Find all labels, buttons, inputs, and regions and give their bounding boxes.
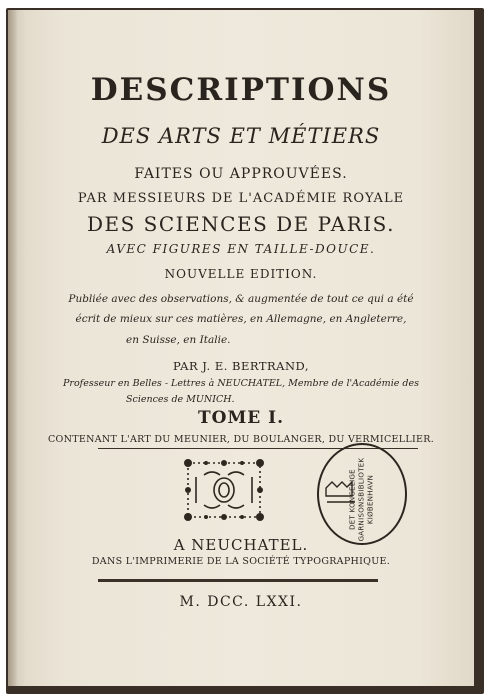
line-par-bertrand: PAR J. E. BERTRAND, [173, 359, 309, 373]
stamp-text-line-2: GARNISONSBIBLIOTEK [357, 457, 366, 542]
divider-rule-bold [98, 579, 378, 582]
line-avec-figures: AVEC FIGURES EN TAILLE-DOUCE. [106, 242, 376, 256]
line-professeur: Professeur en Belles - Lettres à NEUCHATEL, Membre de l'Académie des [63, 378, 419, 389]
line-imprimerie: DANS L'IMPRIMERIE DE LA SOCIÉTÉ TYPOGRAPHIQUE. [91, 556, 391, 567]
subtitle-arts-metiers: DES ARTS ET MÉTIERS [101, 124, 381, 148]
line-contenant: CONTENANT L'ART DU MEUNIER, DU BOULANGER, DU VERMICELLIER. [47, 434, 435, 445]
line-suisse: en Suisse, en Italie. [126, 334, 231, 346]
stamp-text-line-1: DET KONGELIGE [348, 469, 357, 530]
line-neuchatel: A NEUCHATEL. [173, 536, 309, 554]
line-faites: FAITES OU APPROUVÉES. [134, 166, 348, 182]
line-ecrit: écrit de mieux sur ces matières, en Allemagne, en Angleterre, [75, 313, 407, 325]
line-nouvelle-edition: NOUVELLE EDITION. [164, 267, 318, 281]
tome-number: TOME I. [197, 408, 285, 428]
publication-date: M. DCC. LXXI. [179, 594, 303, 610]
title-descriptions: DESCRIPTIONS [90, 72, 392, 108]
title-page [8, 10, 474, 686]
line-par-messieurs: PAR MESSIEURS DE L'ACADÉMIE ROYALE [77, 191, 405, 206]
stamp-text-line-3: KIØBENHAVN [366, 474, 375, 525]
line-publiee: Publiée avec des observations, & augmentée de tout ce qui a été [68, 293, 414, 305]
page-gutter [8, 10, 18, 686]
ornament-vignette-icon [180, 455, 268, 525]
line-sciences-paris: DES SCIENCES DE PARIS. [86, 212, 396, 236]
line-munich: Sciences de MUNICH. [126, 394, 235, 405]
library-stamp [314, 442, 410, 546]
